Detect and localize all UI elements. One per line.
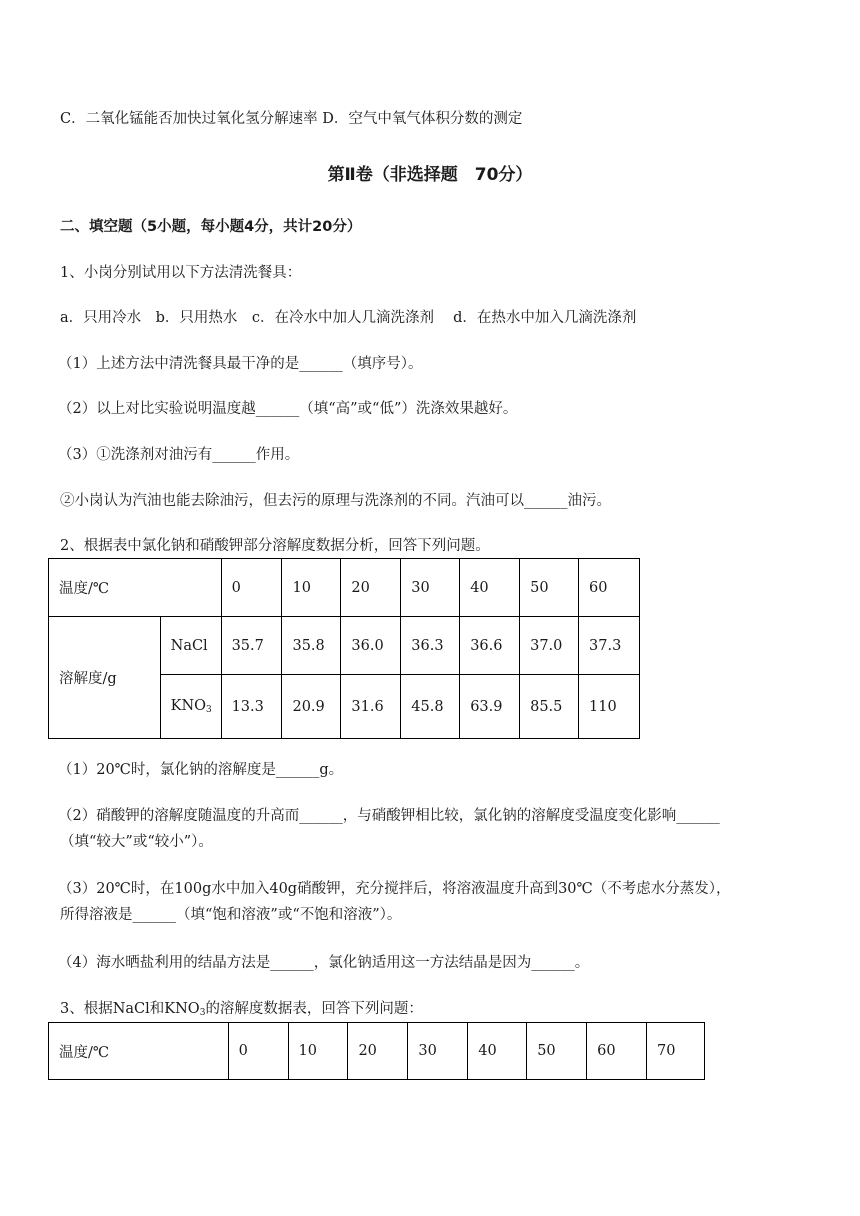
- q3-stem-pre: 3、根据NaCl和KNO: [60, 1001, 200, 1017]
- q2-stem: 2、根据表中氯化钠和硝酸钾部分溶解度数据分析，回答下列问题。: [60, 538, 490, 554]
- temp-cell: 60: [579, 559, 640, 617]
- temp-cell: 40: [460, 559, 520, 617]
- solubility-table-2: [48, 1022, 705, 1080]
- temp-cell: 10: [282, 559, 341, 617]
- part-heading: 二、填空题（5小题，每小题4分，共计20分）: [60, 219, 362, 235]
- kno3-cell: 85.5: [520, 675, 579, 739]
- q1-part3b: ②小岗认为汽油也能去除油污，但去污的原理与洗涤剂的不同。汽油可以______油污。: [60, 493, 611, 509]
- q1-part3: （3）①洗涤剂对油污有______作用。: [58, 447, 300, 463]
- q2-part1: （1）20℃时，氯化钠的溶解度是______g。: [58, 762, 344, 778]
- q2-part2a: （2）硝酸钾的溶解度随温度的升高而______，与硝酸钾相比较，氯化钠的溶解度受温度变化影响______: [58, 808, 720, 824]
- kno3-label: [160, 675, 221, 739]
- q2-part2b: （填“较大”或“较小”）。: [60, 834, 213, 850]
- temp-cell: 20: [348, 1023, 408, 1080]
- kno3-cell: 63.9: [460, 675, 520, 739]
- table-row: [49, 559, 640, 617]
- temp-cell: 40: [468, 1023, 527, 1080]
- temp-cell: 0: [228, 1023, 288, 1080]
- kno3-cell: 31.6: [341, 675, 401, 739]
- nacl-label: NaCl: [160, 617, 221, 675]
- temp-cell: 50: [520, 559, 579, 617]
- q1-part2: （2）以上对比实验说明温度越______（填“高”或“低”）洗涤效果越好。: [58, 401, 518, 417]
- temp-cell: 60: [587, 1023, 647, 1080]
- nacl-cell: 36.0: [341, 617, 401, 675]
- solubility-label: 溶解度/g: [49, 617, 161, 739]
- temp-cell: 70: [647, 1023, 705, 1080]
- temp-label: 温度/℃: [49, 1023, 229, 1080]
- temp-label: 温度/℃: [49, 559, 222, 617]
- nacl-cell: 37.3: [579, 617, 640, 675]
- nacl-cell: 35.8: [282, 617, 341, 675]
- kno3-cell: 45.8: [401, 675, 460, 739]
- q1-stem: 1、小岗分别试用以下方法清洗餐具：: [60, 265, 302, 281]
- q3-stem: [60, 998, 423, 1024]
- option-c-d: C．二氧化锰能否加快过氧化氢分解速率 D．空气中氧气体积分数的测定: [60, 111, 523, 127]
- kno3-label-main: KNO: [170, 698, 207, 714]
- temp-cell: 30: [408, 1023, 468, 1080]
- kno3-cell: 20.9: [282, 675, 341, 739]
- nacl-cell: 37.0: [520, 617, 579, 675]
- table-row: [49, 1023, 705, 1080]
- q2-part3b: 所得溶液是______（填“饱和溶液”或“不饱和溶液”）。: [60, 907, 402, 923]
- table-row: [49, 617, 640, 675]
- q1-part1: （1）上述方法中清洗餐具最干净的是______（填序号）。: [58, 356, 423, 372]
- nacl-cell: 36.3: [401, 617, 460, 675]
- q2-part4: （4）海水晒盐利用的结晶方法是______，氯化钠适用这一方法结晶是因为______。: [58, 955, 590, 971]
- nacl-cell: 36.6: [460, 617, 520, 675]
- section-title: 第Ⅱ卷（非选择题 70分）: [327, 165, 533, 185]
- q2-part3a: （3）20℃时，在100g水中加入40g硝酸钾，充分搅拌后，将溶液温度升高到30℃（不考虑水分蒸发），: [58, 881, 731, 897]
- temp-cell: 20: [341, 559, 401, 617]
- nacl-cell: 35.7: [221, 617, 282, 675]
- q3-stem-post: 的溶解度数据表，回答下列问题：: [205, 1001, 423, 1017]
- solubility-table-1: [48, 558, 640, 739]
- temp-cell: 50: [527, 1023, 587, 1080]
- temp-cell: 0: [221, 559, 282, 617]
- q1-options: a．只用冷水 b．只用热水 c．在冷水中加人几滴洗涤剂 d．在热水中加入几滴洗涤剂: [60, 310, 637, 326]
- kno3-cell: 110: [579, 675, 640, 739]
- q3-stem-sub: 3: [199, 1008, 206, 1018]
- temp-cell: 10: [288, 1023, 348, 1080]
- kno3-label-sub: 3: [206, 705, 212, 715]
- kno3-cell: 13.3: [221, 675, 282, 739]
- temp-cell: 30: [401, 559, 460, 617]
